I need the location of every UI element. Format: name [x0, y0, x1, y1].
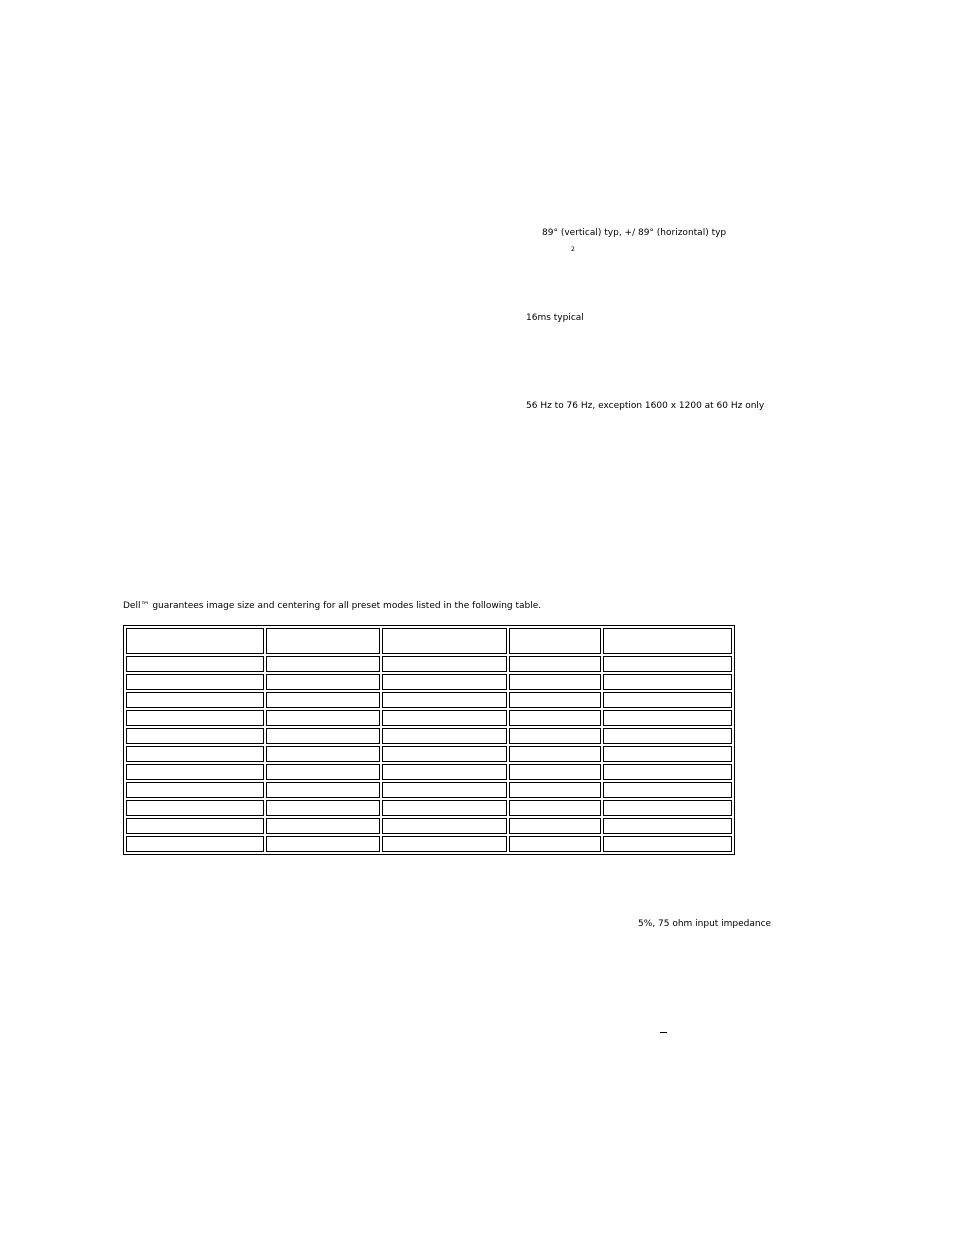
table-row — [126, 710, 732, 726]
table-cell — [126, 800, 264, 816]
table-cell — [266, 746, 380, 762]
table-header-cell — [603, 628, 732, 654]
table-cell — [509, 836, 601, 852]
table-cell — [126, 692, 264, 708]
table-cell — [603, 746, 732, 762]
table-cell — [266, 836, 380, 852]
table-cell — [266, 818, 380, 834]
table-cell — [509, 764, 601, 780]
table-cell — [382, 800, 507, 816]
table-row — [126, 836, 732, 852]
table-row — [126, 782, 732, 798]
table-cell — [382, 710, 507, 726]
table-cell — [509, 800, 601, 816]
table-header-cell — [509, 628, 601, 654]
table-cell — [603, 782, 732, 798]
table-cell — [509, 818, 601, 834]
table-cell — [266, 692, 380, 708]
table-cell — [382, 746, 507, 762]
table-row — [126, 746, 732, 762]
table-cell — [266, 674, 380, 690]
table-header-cell — [266, 628, 380, 654]
table-cell — [266, 656, 380, 672]
table-cell — [603, 656, 732, 672]
table-cell — [509, 746, 601, 762]
table-cell — [382, 674, 507, 690]
table-cell — [603, 692, 732, 708]
table-cell — [603, 800, 732, 816]
table-cell — [126, 656, 264, 672]
table-cell — [603, 818, 732, 834]
table-cell — [266, 782, 380, 798]
table-cell — [382, 728, 507, 744]
preset-modes-table — [123, 625, 735, 855]
table-cell — [603, 764, 732, 780]
less-than-or-equal-underline — [660, 1032, 667, 1033]
table-cell — [126, 674, 264, 690]
table-cell — [126, 764, 264, 780]
vertical-frequency-value: 56 Hz to 76 Hz, exception 1600 x 1200 at 60 Hz only — [526, 401, 765, 411]
response-time-value: 16ms typical — [526, 313, 584, 323]
viewing-angle-value: 89° (vertical) typ, +/ 89° (horizontal) typ — [542, 228, 727, 238]
table-cell — [603, 836, 732, 852]
table-row — [126, 692, 732, 708]
table-cell — [509, 656, 601, 672]
table-cell — [126, 746, 264, 762]
table-row — [126, 800, 732, 816]
table-cell — [382, 836, 507, 852]
table-cell — [509, 782, 601, 798]
table-row — [126, 818, 732, 834]
table-cell — [382, 692, 507, 708]
table-header-cell — [382, 628, 507, 654]
table-row — [126, 764, 732, 780]
table-header-row — [126, 628, 732, 654]
table-cell — [509, 692, 601, 708]
table-cell — [382, 656, 507, 672]
table-cell — [382, 764, 507, 780]
table-cell — [126, 836, 264, 852]
table-cell — [603, 728, 732, 744]
table-header-cell — [126, 628, 264, 654]
table-cell — [126, 818, 264, 834]
table-cell — [266, 710, 380, 726]
table-cell — [266, 728, 380, 744]
table-cell — [126, 710, 264, 726]
table-cell — [509, 674, 601, 690]
table-cell — [382, 818, 507, 834]
table-row — [126, 656, 732, 672]
table-row — [126, 674, 732, 690]
table-cell — [266, 764, 380, 780]
preset-modes-intro: Dell™ guarantees image size and centering for all preset modes listed in the following table. — [123, 601, 542, 611]
table-row — [126, 728, 732, 744]
viewing-angle-footnote-marker: 2 — [571, 246, 575, 253]
table-cell — [509, 710, 601, 726]
table-cell — [382, 782, 507, 798]
table-cell — [603, 674, 732, 690]
video-input-value: 5%, 75 ohm input impedance — [638, 919, 772, 929]
table-cell — [509, 728, 601, 744]
table-cell — [126, 728, 264, 744]
table-cell — [126, 782, 264, 798]
table-cell — [266, 800, 380, 816]
table-cell — [603, 710, 732, 726]
